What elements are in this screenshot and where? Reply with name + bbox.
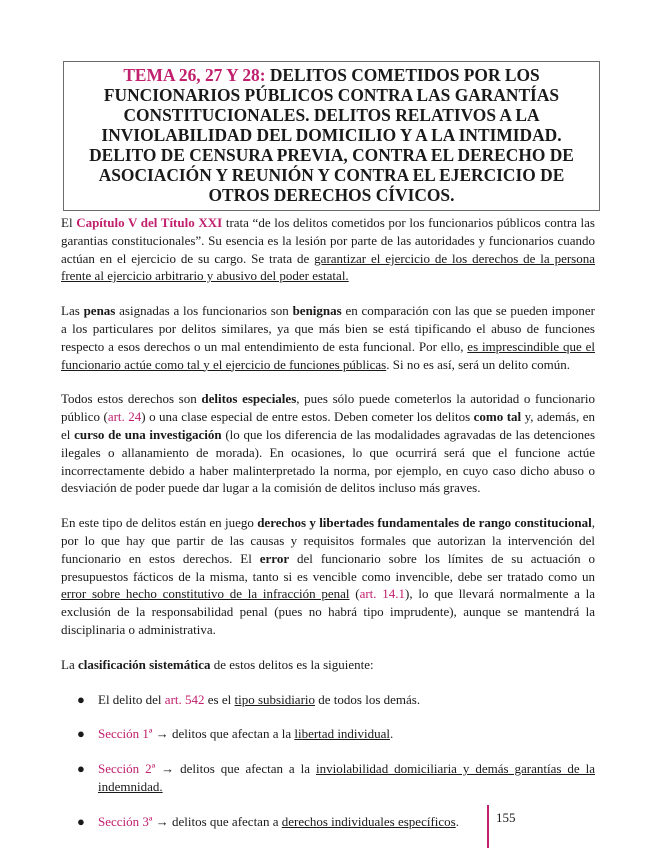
p2-text-a: Las bbox=[61, 303, 84, 319]
title-text: DELITOS COMETIDOS POR LOS FUNCIONARIOS PÚBLICOS CONTRA LAS GARANTÍAS CONSTITUCIONALES. DELITOS RELATIVOS A LA INVIOLABILIDAD DEL DOMICILIO Y A LA INTIMIDAD. DELITO DE CENSURA PREVIA, CONTRA EL DERECHO DE ASOCIACIÓN Y REUNIÓN Y CONTRA EL EJERCICIO DE OTROS DERECHOS CÍVICOS. bbox=[89, 65, 574, 205]
p2-text-e: en comparación con las que se pueden imponer a los particulares por delitos similares, ya que más bien se está tipificando el abuso de funciones respecto a esos derechos o un mal entendimiento de esta funcional. Por ello, bbox=[61, 303, 596, 354]
p2-text-g: . Si no es así, será un delito común. bbox=[386, 356, 571, 372]
li1-underlined: tipo subsidiario bbox=[234, 691, 316, 707]
li1-text-c: es el bbox=[204, 691, 235, 707]
p1-text-c: trata “de los delitos cometidos por los funcionarios públicos contra las garantias constitucionales”. Su esencia es la lesión por parte de las autoridades y funcionarios cuando actúan en el ejercicio de su cargo. Se trata de bbox=[61, 215, 595, 266]
bullet-icon: ● bbox=[77, 726, 85, 742]
li1-text-a: El delito del bbox=[98, 691, 165, 707]
arrow-right-icon: → bbox=[155, 726, 169, 742]
li3-underlined: inviolabilidad domiciliaria y demás garantías de la indemnidad. bbox=[98, 761, 596, 794]
list-item bbox=[61, 760, 595, 796]
list-item bbox=[61, 725, 595, 743]
p2-underlined: es imprescindible que el funcionario actúe como tal y el ejercicio de funciones públicas bbox=[61, 338, 595, 372]
p4-text-a: En este tipo de delitos están en juego bbox=[61, 515, 258, 531]
p4-text-e: del funcionario sobre los límites de su actuación o presupuestos fácticos de la misma, tanto si es vencible como invencible, debe ser tratado como un bbox=[61, 550, 595, 584]
paragraph-5 bbox=[61, 656, 595, 674]
paragraph-2 bbox=[61, 302, 595, 373]
bullet-icon: ● bbox=[77, 813, 85, 829]
li1-text-e: de todos los demás. bbox=[315, 691, 421, 707]
bullet-icon: ● bbox=[77, 761, 85, 777]
list-item bbox=[61, 691, 595, 709]
page-number: 155 bbox=[496, 810, 516, 825]
arrow-right-icon: → bbox=[155, 813, 169, 829]
p3-bold-como-tal: como tal bbox=[473, 409, 522, 425]
p3-text-c: , pues sólo puede cometerlos la autoridad o funcionario público ( bbox=[61, 391, 595, 425]
li4-underlined: derechos individuales específicos bbox=[281, 813, 456, 829]
p1-underlined: garantizar el ejercicio de los derechos de la persona frente al ejercicio arbitrario y abusivo del poder estatal. bbox=[61, 250, 595, 284]
seccion-1-link[interactable]: Sección 1ª bbox=[98, 726, 153, 742]
p4-text-g: ( bbox=[349, 586, 360, 602]
art-14-1-link[interactable]: art. 14.1 bbox=[359, 586, 406, 602]
art-542-link[interactable]: art. 542 bbox=[164, 691, 205, 707]
art-24-link[interactable]: art. 24 bbox=[107, 409, 142, 425]
p3-text-e: ) o una clase especial de entre estos. Deben cometer los delitos bbox=[141, 409, 474, 425]
p3-bold-delitos-especiales: delitos especiales bbox=[201, 391, 297, 407]
seccion-3-link[interactable]: Sección 3ª bbox=[98, 813, 153, 829]
p2-bold-penas: penas bbox=[83, 303, 116, 319]
li2-underlined: libertad individual bbox=[294, 726, 391, 742]
seccion-2-link[interactable]: Sección 2ª bbox=[98, 761, 156, 777]
p3-text-i: (lo que los diferencia de las modalidades agravadas de las detenciones ilegales o allanamiento de morada). En ocasiones, lo que ocurrirá será que el funcione actúe incorrectamente debido a haber malinterpretado la norma, por ejemplo, en cuyo caso dicho abuso o desviación de poder puede dar lugar a la comisión de delitos incluso más graves. bbox=[61, 426, 595, 496]
li3-text-a: delitos que afectan a la bbox=[174, 761, 316, 777]
p2-text-c: asignadas a los funcionarios son bbox=[115, 303, 293, 319]
main-content bbox=[61, 214, 595, 848]
p1-text-a: El bbox=[61, 215, 77, 230]
title-box bbox=[63, 61, 600, 211]
chapter-reference: Capítulo V del Título XXI bbox=[76, 215, 223, 230]
p5-text-c: de estos delitos es la siguiente: bbox=[210, 656, 374, 672]
title-prefix: TEMA 26, 27 Y 28: bbox=[123, 65, 266, 85]
bullet-icon: ● bbox=[77, 691, 85, 707]
li2-text-c: . bbox=[390, 726, 394, 742]
p4-text-i: ), lo que llevará normalmente a la exclusión de la responsabilidad penal (pues no habrá tipo imprudente), aunque se mantendrá la disciplinaria o administrativa. bbox=[61, 586, 596, 637]
p4-bold-derechos: derechos y libertades fundamentales de rango constitucional bbox=[257, 515, 592, 531]
p4-bold-error: error bbox=[259, 550, 290, 566]
p3-text-a: Todos estos derechos son bbox=[61, 391, 202, 407]
li4-text-c: . bbox=[455, 813, 459, 829]
paragraph-1 bbox=[61, 214, 595, 285]
p3-text-g: y, además, en el bbox=[61, 409, 595, 442]
li2-text-a: delitos que afectan a la bbox=[168, 726, 295, 742]
p5-text-a: La bbox=[61, 656, 78, 672]
li4-text-a: delitos que afectan a bbox=[168, 813, 282, 829]
p3-bold-investigacion: curso de una investigación bbox=[74, 426, 222, 442]
paragraph-4 bbox=[61, 514, 595, 639]
arrow-right-icon: → bbox=[161, 761, 175, 777]
p4-text-c: , por lo que hay que partir de las causas y requisitos formales que autorizan la intervención del funcionario en estos derechos. El bbox=[61, 515, 595, 566]
p5-bold-clasificacion: clasificación sistemática bbox=[77, 656, 211, 672]
paragraph-3 bbox=[61, 390, 595, 497]
footer-rule bbox=[487, 805, 489, 848]
p4-underlined: error sobre hecho constitutivo de la infracción penal bbox=[61, 586, 350, 602]
p2-bold-benignas: benignas bbox=[292, 303, 342, 319]
